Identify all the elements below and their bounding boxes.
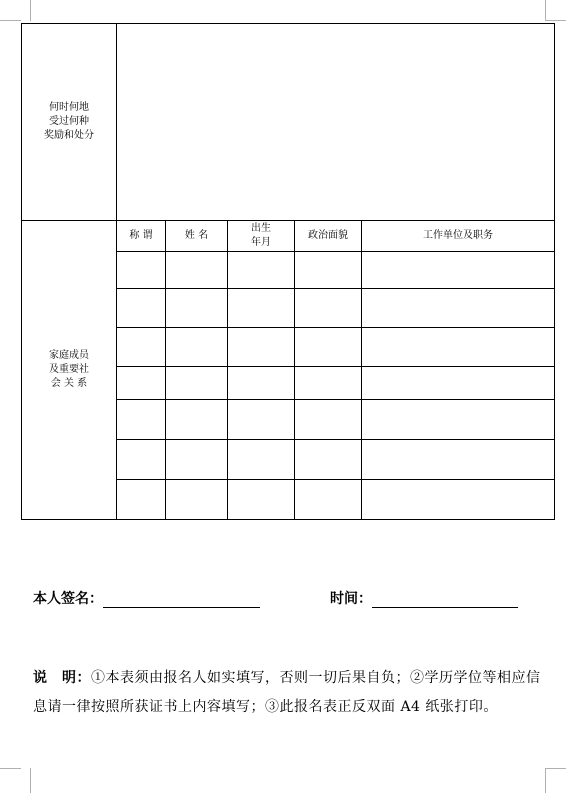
relation-cell[interactable] xyxy=(117,367,166,400)
note-text: ①本表须由报名人如实填写，否则一切后果自负；②学历学位等相应信息请一律按照所获证书上内容填写；③此报名表正反双面 A4 纸张打印。 xyxy=(33,670,541,715)
relation-cell[interactable] xyxy=(117,480,166,520)
birth-cell[interactable] xyxy=(228,400,295,440)
birth-cell[interactable] xyxy=(228,367,295,400)
crop-mark xyxy=(30,768,31,793)
work-unit-cell[interactable] xyxy=(362,328,555,367)
name-cell[interactable] xyxy=(166,480,228,520)
relation-cell[interactable] xyxy=(117,252,166,289)
birth-cell[interactable] xyxy=(228,440,295,480)
awards-label: 何时何地 受过何种 奖励和处分 xyxy=(22,24,117,221)
birth-cell[interactable] xyxy=(228,480,295,520)
name-cell[interactable] xyxy=(166,400,228,440)
relation-cell[interactable] xyxy=(117,400,166,440)
name-cell[interactable] xyxy=(166,328,228,367)
crop-mark xyxy=(545,768,566,769)
note-label: 说 明： xyxy=(33,670,91,686)
header-name: 姓 名 xyxy=(166,221,228,252)
instructions-note xyxy=(33,664,553,722)
work-unit-cell[interactable] xyxy=(362,440,555,480)
work-unit-cell[interactable] xyxy=(362,367,555,400)
work-unit-cell[interactable] xyxy=(362,252,555,289)
political-status-cell[interactable] xyxy=(295,440,362,480)
time-field[interactable] xyxy=(372,591,518,608)
crop-mark xyxy=(0,20,21,21)
header-political-status: 政治面貌 xyxy=(295,221,362,252)
form-table xyxy=(21,23,555,520)
name-cell[interactable] xyxy=(166,440,228,480)
political-status-cell[interactable] xyxy=(295,289,362,328)
family-label: 家庭成员 及重要社 会 关 系 xyxy=(22,221,117,520)
political-status-cell[interactable] xyxy=(295,252,362,289)
birth-cell[interactable] xyxy=(228,252,295,289)
crop-mark xyxy=(0,768,21,769)
signature-label: 本人签名： xyxy=(33,591,103,607)
work-unit-cell[interactable] xyxy=(362,400,555,440)
political-status-cell[interactable] xyxy=(295,328,362,367)
time-label: 时间： xyxy=(330,591,372,607)
awards-content-field[interactable] xyxy=(117,24,555,221)
awards-row xyxy=(22,24,555,221)
family-header-row xyxy=(22,221,555,252)
crop-mark xyxy=(545,768,546,793)
political-status-cell[interactable] xyxy=(295,480,362,520)
name-cell[interactable] xyxy=(166,367,228,400)
relation-cell[interactable] xyxy=(117,440,166,480)
political-status-cell[interactable] xyxy=(295,400,362,440)
relation-cell[interactable] xyxy=(117,289,166,328)
relation-cell[interactable] xyxy=(117,328,166,367)
crop-mark xyxy=(30,0,31,21)
birth-cell[interactable] xyxy=(228,289,295,328)
work-unit-cell[interactable] xyxy=(362,289,555,328)
work-unit-cell[interactable] xyxy=(362,480,555,520)
crop-mark xyxy=(545,20,566,21)
header-work-unit: 工作单位及职务 xyxy=(362,221,555,252)
name-cell[interactable] xyxy=(166,289,228,328)
signature-line xyxy=(33,588,518,608)
crop-mark xyxy=(545,0,546,21)
birth-cell[interactable] xyxy=(228,328,295,367)
signature-field[interactable] xyxy=(103,591,260,608)
name-cell[interactable] xyxy=(166,252,228,289)
political-status-cell[interactable] xyxy=(295,367,362,400)
header-birth: 出生 年月 xyxy=(228,221,295,252)
header-relation: 称 谓 xyxy=(117,221,166,252)
